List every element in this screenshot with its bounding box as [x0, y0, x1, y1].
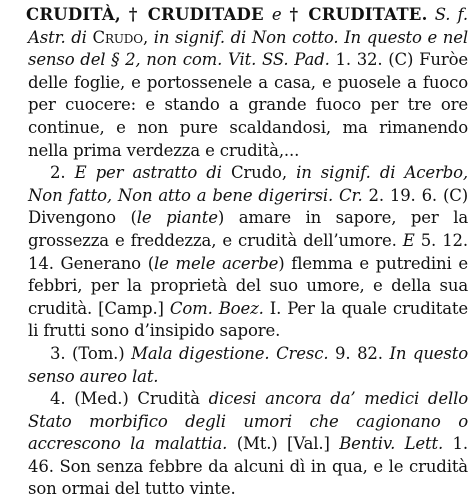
- text-segment: in signif. di Acerbo, Non fatto, Non atto a bene digerirsi. Cr.: [28, 163, 469, 205]
- text-segment: Mala digestione. Cresc.: [131, 343, 329, 363]
- text-segment: 1. 46. Son senza febbre da alcuni dì in qua, e le crudità son ormai del tutto vinte.: [28, 434, 468, 499]
- text-segment: Com. Boez.: [169, 298, 264, 318]
- entry-paragraph-3: [28, 343, 468, 388]
- text-segment: I. Per la quale cruditate li frutti sono d’insipido sapore.: [28, 298, 468, 341]
- text-segment: dicesi ancora da’ medici dello Stato morbifico degli umori che cagionano o accrescono la malattia.: [28, 389, 468, 454]
- text-segment: di Non cotto.: [224, 27, 345, 47]
- text-segment: E: [402, 230, 415, 250]
- text-segment: 2. 19. 6. (C) Divengono (: [28, 185, 468, 228]
- text-segment: Crudo: [230, 163, 282, 183]
- entry-paragraph-4: [28, 388, 468, 501]
- text-segment: S. f. Astr. di: [28, 5, 468, 47]
- text-segment: † CRUDITATE.: [281, 5, 428, 24]
- text-segment: ,: [281, 163, 297, 183]
- text-segment: 1. 32. (C) Furòe delle foglie, e portossenele a casa, e puosele a fuoco per cuocere: e stando a grande fuoco per tre ore continue, e non pure scaldandosi, ma rimanendo nella prima verdezza e crudità,...: [28, 50, 469, 160]
- text-segment: ) flemma e putredini e febbri, per la proprietà del suo umore, e della sua crudità. [Camp.]: [28, 253, 468, 318]
- entry-paragraph-2: [28, 162, 468, 343]
- text-segment: (Mt.) [Val.]: [227, 434, 340, 454]
- entry-paragraph-1: [28, 4, 468, 162]
- text-segment: 9. 82.: [328, 343, 390, 363]
- text-segment: ) amare in sapore, per la grossezza e freddezza, e crudità dell’umore.: [28, 208, 469, 250]
- text-segment: 2.: [50, 163, 75, 183]
- text-segment: 4. (Med.) Crudità: [50, 389, 209, 409]
- text-segment: e: [271, 5, 282, 24]
- text-segment: 3. (Tom.): [50, 343, 132, 363]
- text-segment: Crudo: [92, 27, 143, 47]
- text-segment: CRUDITÀ, † CRUDITADE: [26, 5, 272, 24]
- text-segment: le piante: [136, 208, 218, 228]
- text-segment: E per astratto di: [74, 163, 231, 183]
- text-segment: In questo e nel senso del § 2, non com. Vit. SS. Pad.: [28, 27, 468, 70]
- text-segment: 5. 12. 14. Generano (: [28, 230, 468, 273]
- text-segment: in signif.: [153, 27, 225, 47]
- text-segment: le mele acerbe: [154, 253, 279, 273]
- text-segment: Bentiv. Lett.: [339, 434, 444, 454]
- text-segment: In questo senso aureo lat.: [28, 343, 468, 386]
- text-segment: ,: [142, 27, 154, 47]
